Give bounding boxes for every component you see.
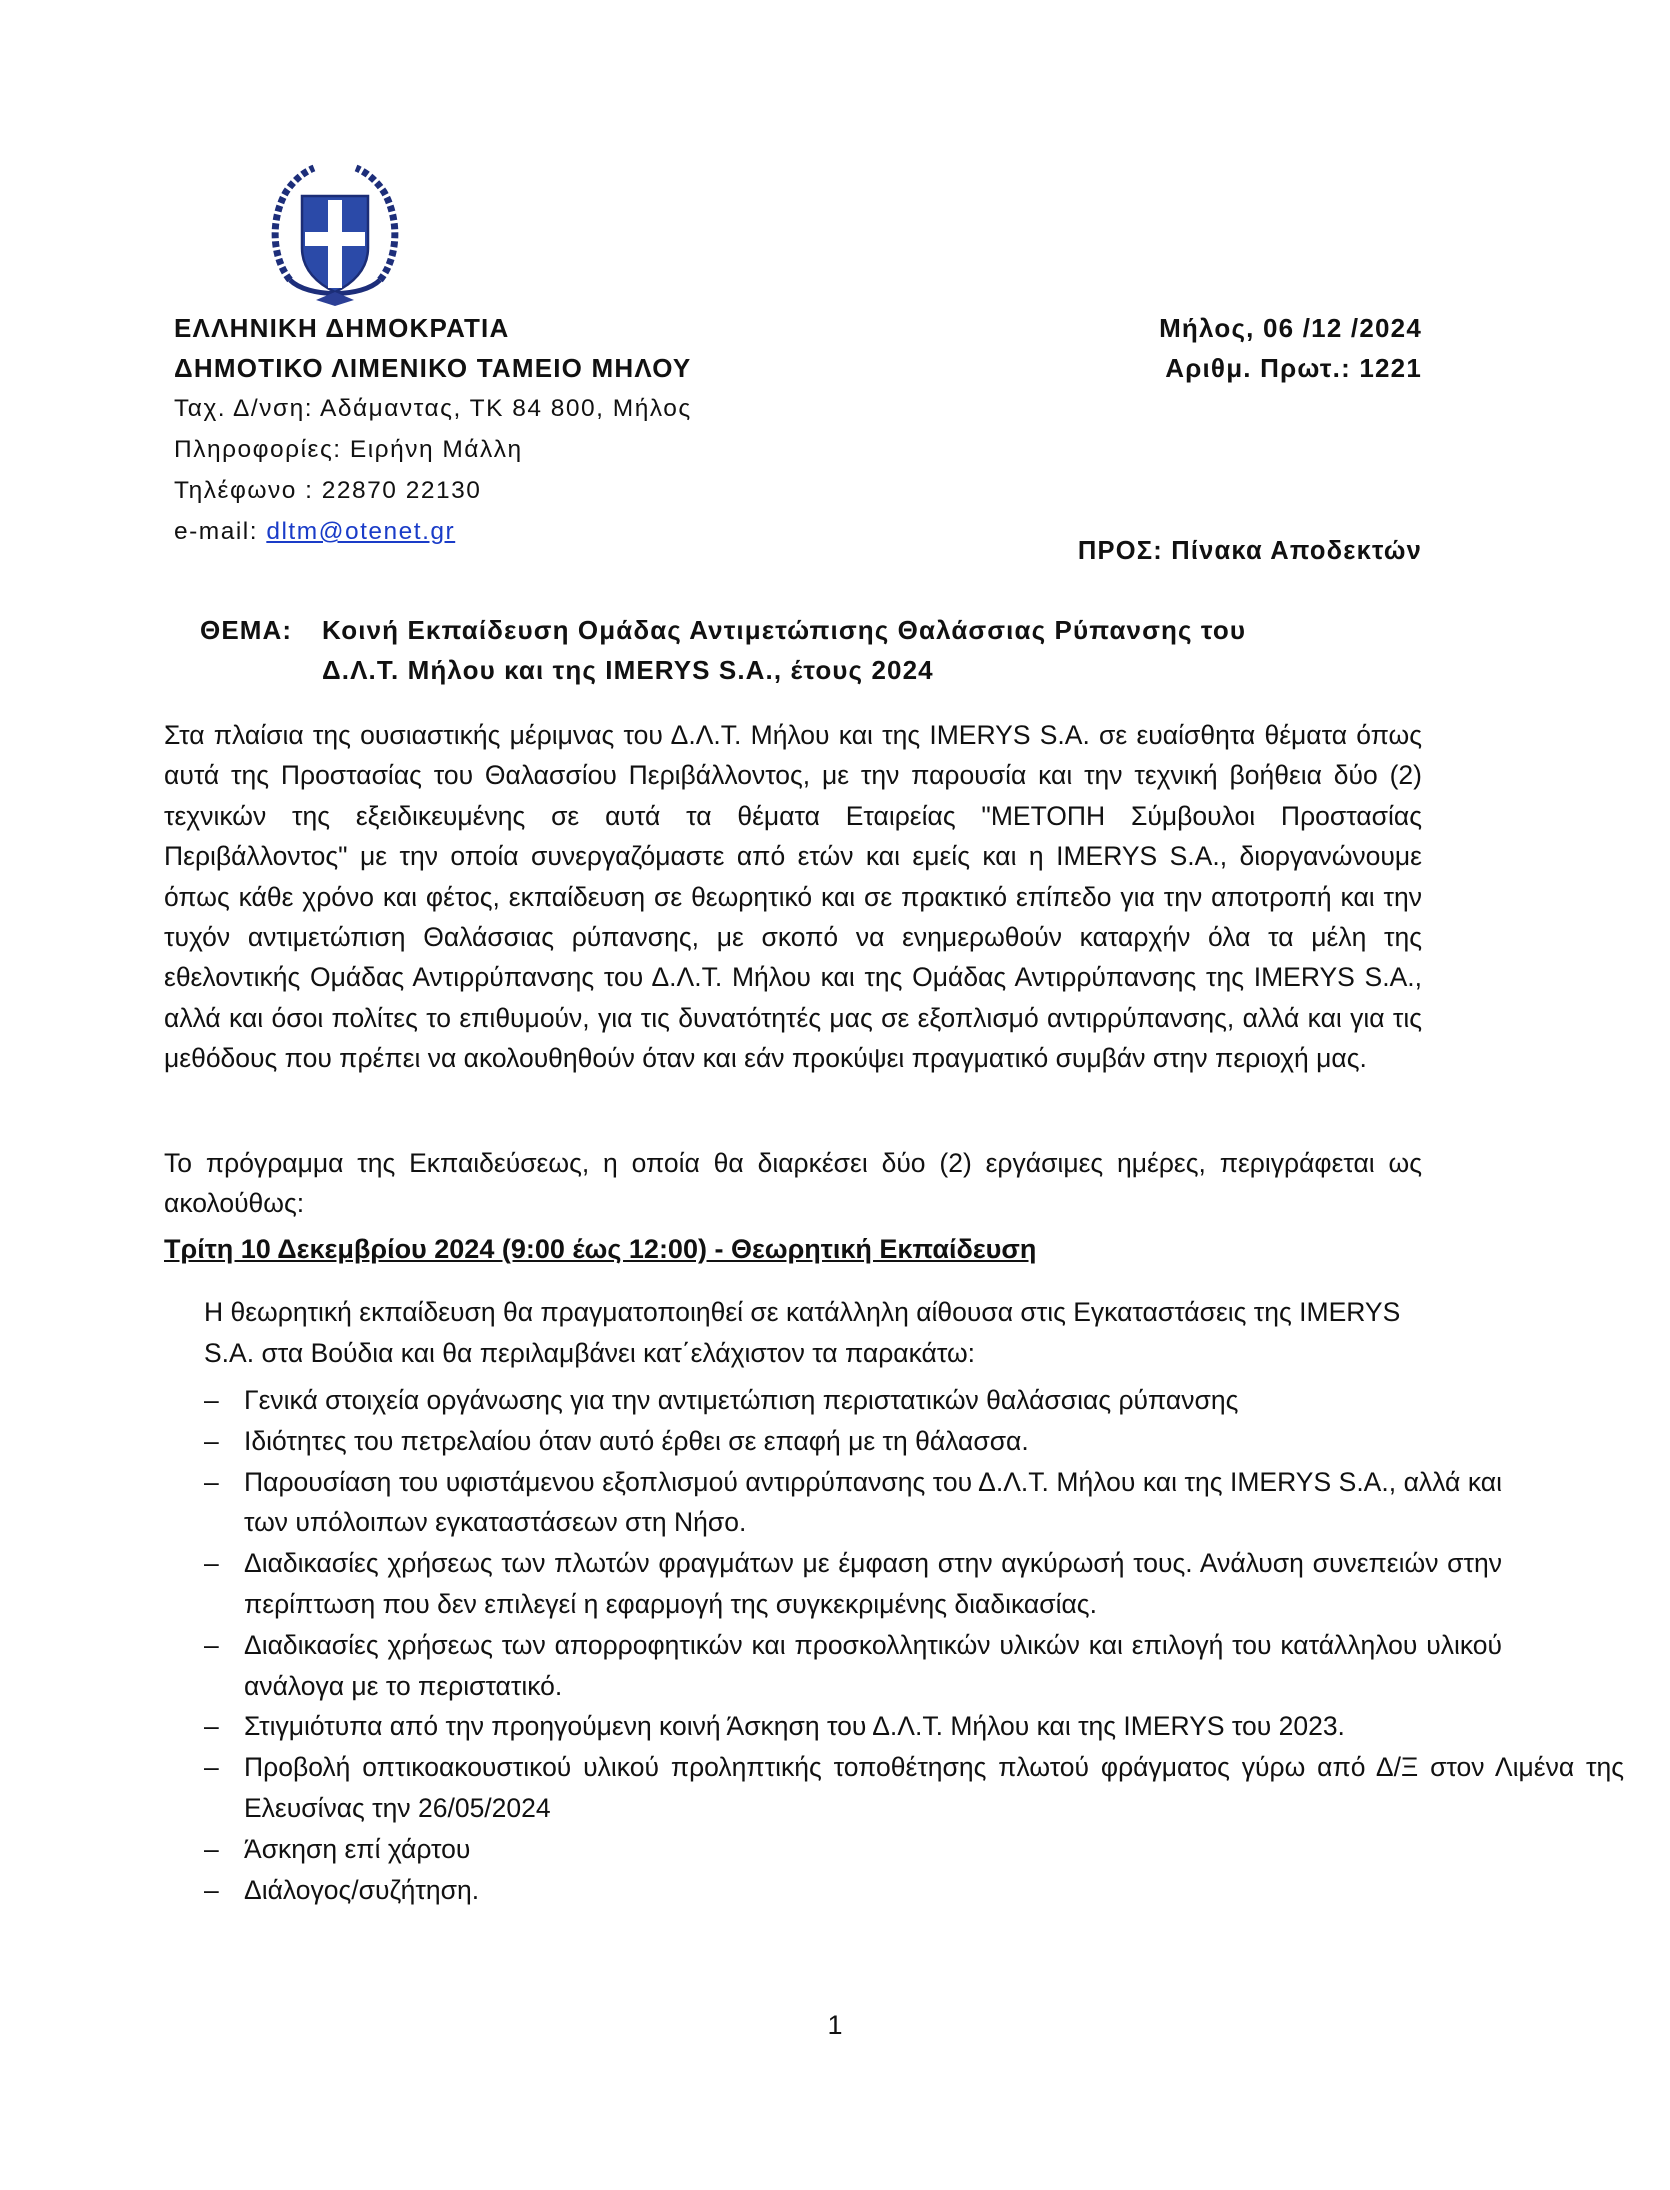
date-protocol-block	[1159, 308, 1422, 388]
contact-person: Πληροφορίες: Ειρήνη Μάλλη	[174, 436, 523, 463]
dash-bullet: –	[204, 1425, 219, 1456]
list-item: – Διαδικασίες χρήσεως των πλωτών φραγμάτων με έμφαση στην αγκύρωσή τους. Ανάλυση συνεπειών στην περίπτωση που δεν επιλεγεί η εφαρμογή της συγκεκριμένης διαδικασίας.	[164, 1543, 1502, 1625]
subject-block	[200, 610, 1450, 690]
postal-address: Ταχ. Δ/νση: Αδάμαντας, ΤΚ 84 800, Μήλος	[174, 395, 692, 422]
email-line	[174, 511, 874, 552]
topics-list	[164, 1380, 1624, 1910]
email-link[interactable]: dltm@otenet.gr	[266, 518, 456, 545]
dash-bullet: –	[204, 1874, 219, 1905]
dash-bullet: –	[204, 1629, 219, 1660]
dash-bullet: –	[204, 1833, 219, 1864]
place-date: Μήλος, 06 /12 /2024	[1159, 313, 1422, 343]
dash-bullet: –	[204, 1466, 219, 1497]
list-item: – Διαδικασίες χρήσεως των απορροφητικών και προσκολλητικών υλικών και επιλογή του κατάλληλου υλικού ανάλογα με το περιστατικό.	[164, 1625, 1502, 1707]
list-item: – Διάλογος/συζήτηση.	[164, 1870, 1502, 1911]
dash-bullet: –	[204, 1385, 219, 1415]
email-label: e-mail:	[174, 518, 267, 545]
list-item: – Προβολή οπτικοακουστικού υλικού προληπτικής τοποθέτησης πλωτού φράγματος γύρω από Δ/Ξ στον Λιμένα της Ελευσίνας την 26/05/2024	[164, 1747, 1624, 1829]
page-number: 1	[827, 2010, 843, 2040]
list-item: – Παρουσίαση του υφιστάμενου εξοπλισμού αντιρρύπανσης του Δ.Λ.Τ. Μήλου και της IMERYS S.A., αλλά και των υπόλοιπων εγκαταστάσεων στη Νήσο.	[164, 1462, 1502, 1544]
phone-number: Τηλέφωνο : 22870 22130	[174, 477, 482, 504]
sender-block	[174, 308, 874, 552]
org-name-line1: ΕΛΛΗΝΙΚΗ ΔΗΜΟΚΡΑΤΙΑ	[174, 313, 510, 343]
org-name-line2: ΔΗΜΟΤΙΚΟ ΛΙΜΕΝΙΚΟ ΤΑΜΕΙΟ ΜΗΛΟΥ	[174, 353, 692, 383]
subject-line2: Δ.Λ.Τ. Μήλου και της IMERYS S.A., έτους 2024	[322, 655, 934, 685]
list-item: – Άσκηση επί χάρτου	[164, 1829, 1502, 1870]
hellenic-republic-emblem-icon	[268, 162, 402, 310]
list-item: – Γενικά στοιχεία οργάνωσης για την αντιμετώπιση περιστατικών θαλάσσιας ρύπανσης	[164, 1380, 1564, 1421]
section-heading: Τρίτη 10 Δεκεμβρίου 2024 (9:00 έως 12:00) - Θεωρητική Εκπαίδευση	[164, 1234, 1037, 1264]
section-intro: Η θεωρητική εκπαίδευση θα πραγματοποιηθεί σε κατάλληλη αίθουσα στις Εγκαταστάσεις της IMERYS S.A. στα Βούδια και θα περιλαμβάνει κατ΄ελάχιστον τα παρακάτω:	[204, 1297, 1401, 1368]
subject-label: ΘΕΜΑ:	[200, 615, 293, 645]
dash-bullet: –	[204, 1548, 219, 1579]
recipients-line: ΠΡΟΣ: Πίνακα Αποδεκτών	[1077, 537, 1422, 565]
list-item: – Στιγμιότυπα από την προηγούμενη κοινή Άσκηση του Δ.Λ.Τ. Μήλου και της IMERYS του 2023.	[164, 1706, 1502, 1747]
body-paragraph-2: Το πρόγραμμα της Εκπαιδεύσεως, η οποία θα διαρκέσει δύο (2) εργάσιμες ημέρες, περιγράφεται ως ακολούθως:	[164, 1148, 1422, 1219]
dash-bullet: –	[204, 1752, 219, 1783]
subject-line1: Κοινή Εκπαίδευση Ομάδας Αντιμετώπισης Θαλάσσιας Ρύπανσης του	[322, 615, 1247, 645]
list-item: – Ιδιότητες του πετρελαίου όταν αυτό έρθει σε επαφή με τη θάλασσα.	[164, 1421, 1564, 1462]
dash-bullet: –	[204, 1711, 219, 1742]
protocol-number: Αριθμ. Πρωτ.: 1221	[1165, 353, 1422, 383]
body-paragraph-1: Στα πλαίσια της ουσιαστικής μέριμνας του Δ.Λ.Τ. Μήλου και της IMERYS S.A. σε ευαίσθητα θέματα όπως αυτά της Προστασίας του Θαλασσίου Περιβάλλοντος, με την παρουσία και την τεχνική βοήθεια δύο (2) τεχνικών της εξειδικευμένης σε αυτά τα θέματα Εταιρείας "ΜΕΤΟΠΗ Σύμβουλοι Προστασίας Περιβάλλοντος" με την οποία συνεργαζόμαστε από ετών και εμείς και η IMERYS S.A., διοργανώνουμε όπως κάθε χρόνο και φέτος, εκπαίδευση σε θεωρητικό και σε πρακτικό επίπεδο για την αποτροπή και την τυχόν αντιμετώπιση Θαλάσσιας ρύπανσης, με σκοπό να ενημερωθούν καταρχήν όλα τα μέλη της εθελοντικής Ομάδας Αντιρρύπανσης του Δ.Λ.Τ. Μήλου και της Ομάδας Αντιρρύπανσης της IMERYS S.A., αλλά και όσοι πολίτες το επιθυμούν, για τις δυνατότητές μας σε εξοπλισμό αντιρρύπανσης, αλλά και για τις μεθόδους που πρέπει να ακολουθηθούν όταν και εάν προκύψει πραγματικό συμβάν στην περιοχή μας.	[164, 720, 1422, 1074]
